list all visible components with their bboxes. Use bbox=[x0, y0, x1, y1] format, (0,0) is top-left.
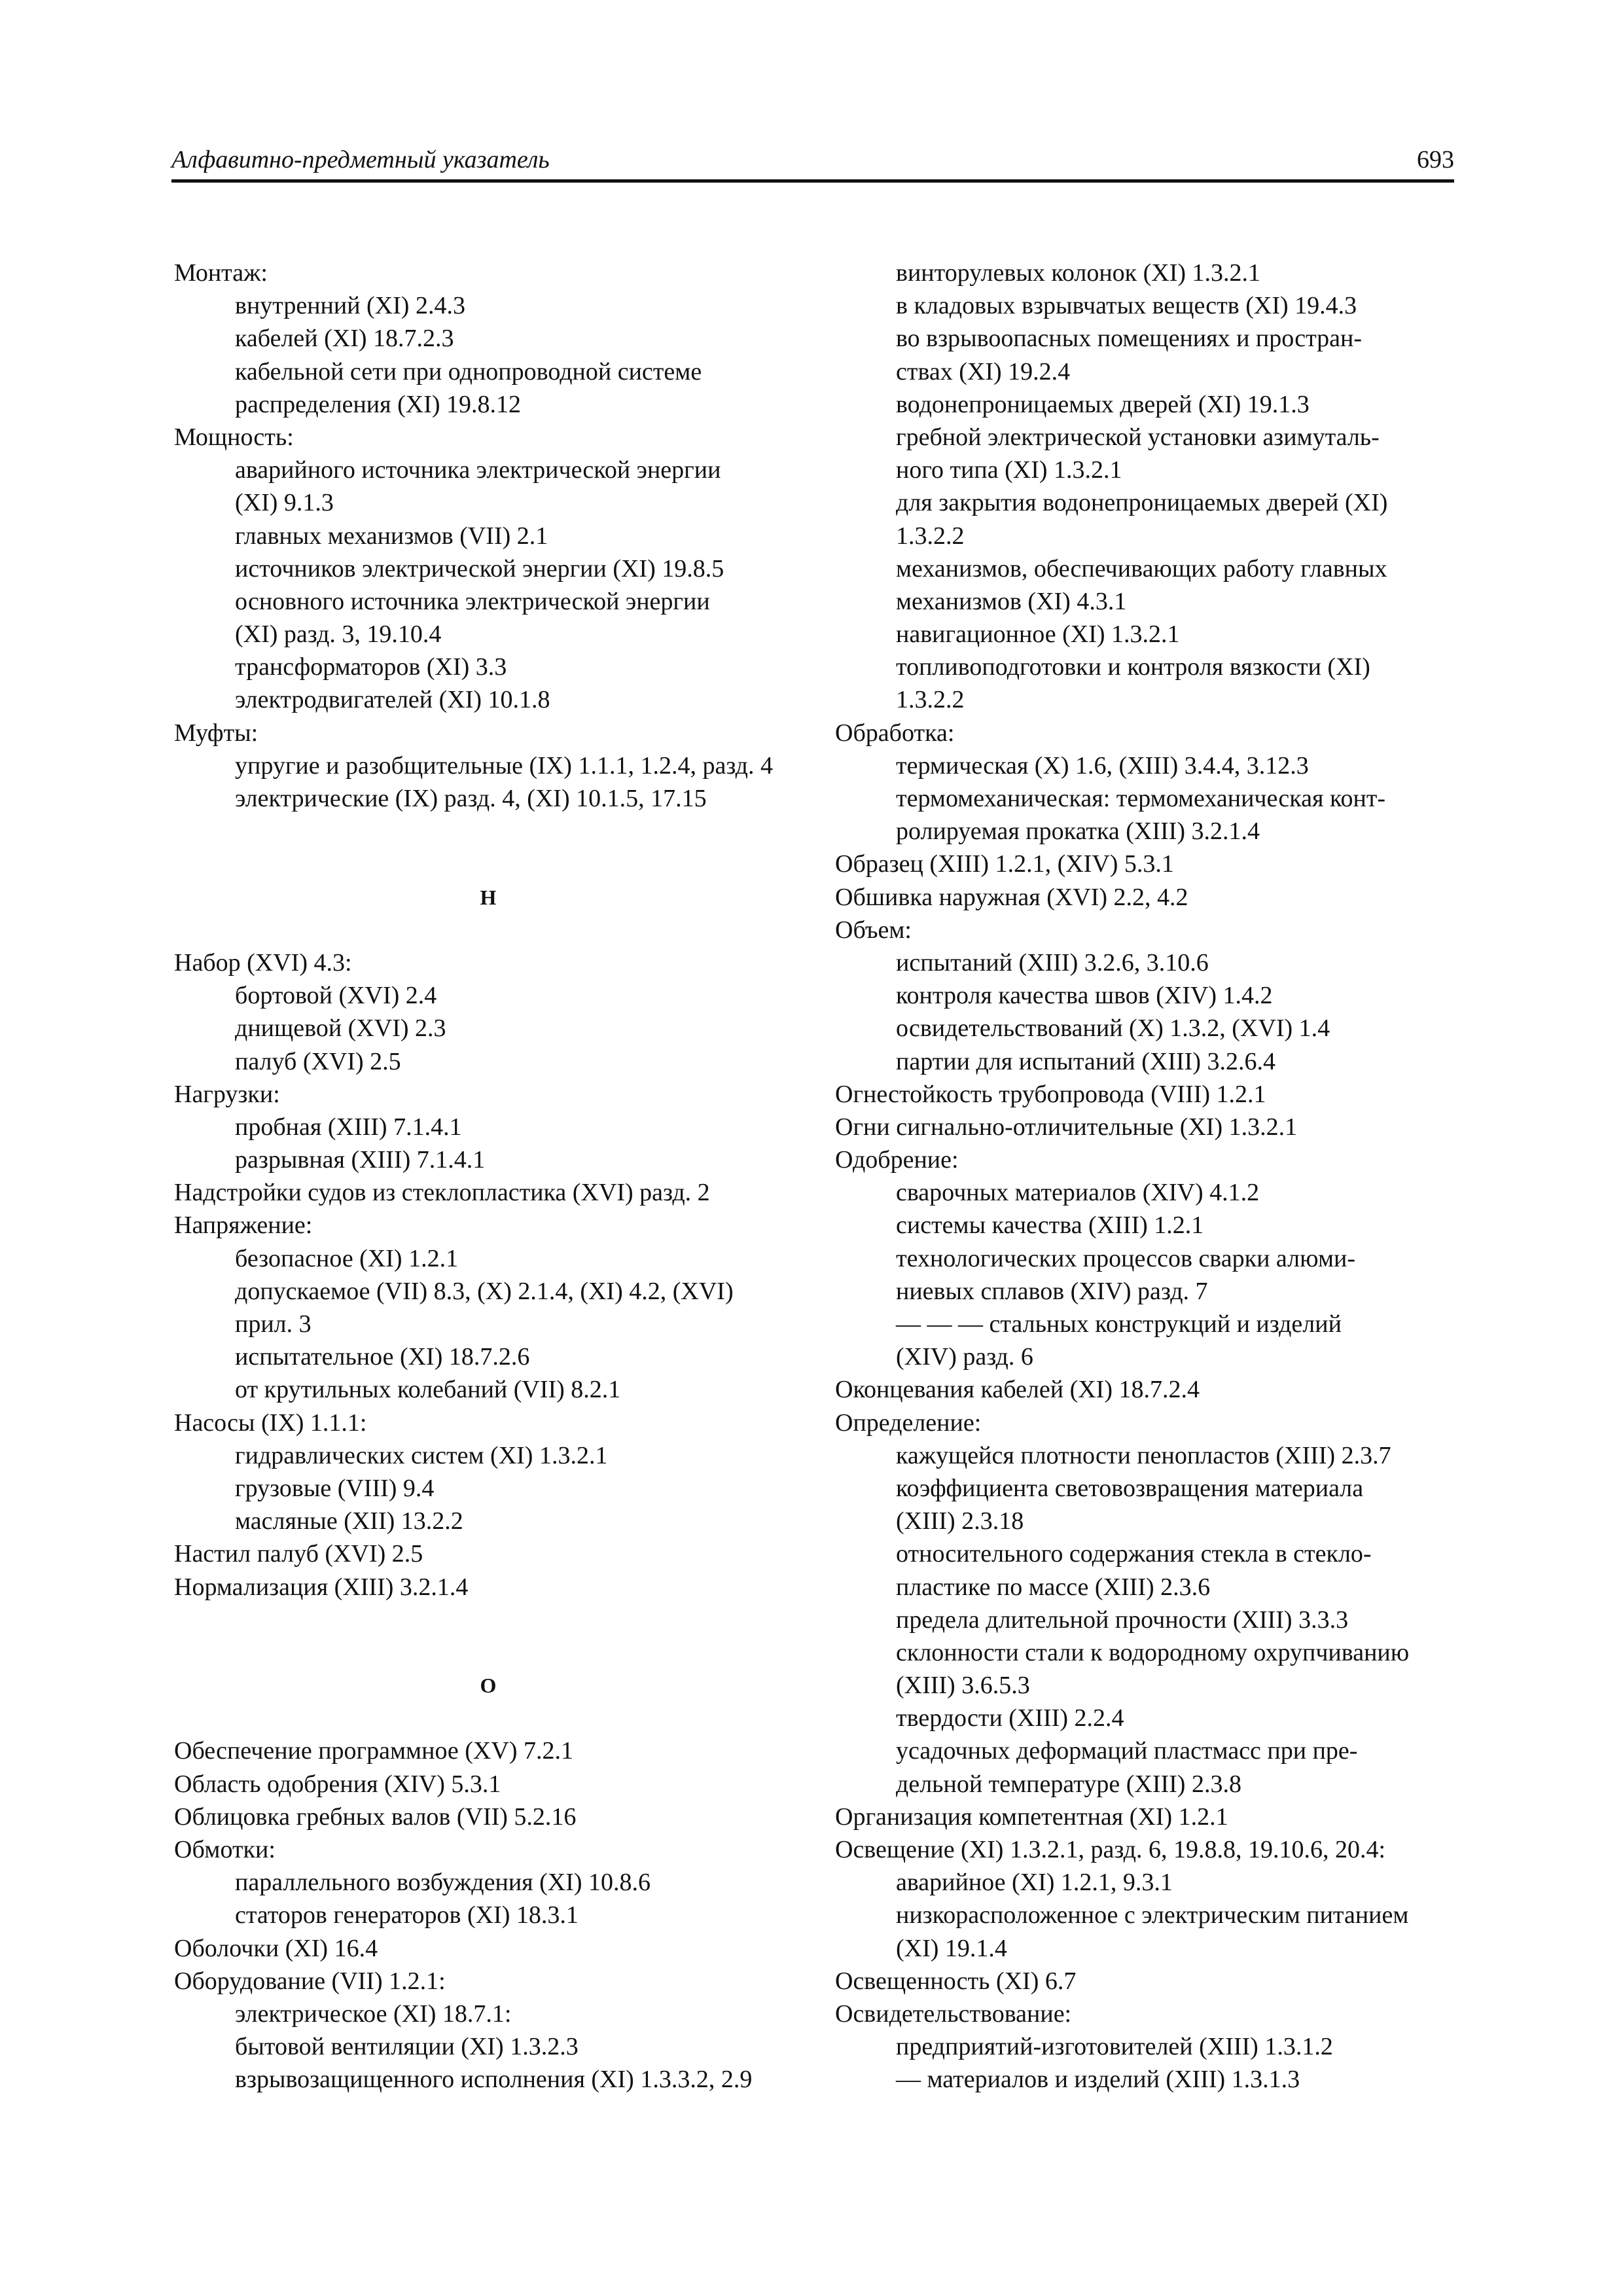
index-subentry: допускаемое (VII) 8.3, (X) 2.1.4, (XI) 4.2, (XVI) bbox=[235, 1277, 734, 1305]
index-subentry: усадочных деформаций пластмасс при пре- bbox=[896, 1737, 1358, 1765]
index-subentry: (XIII) 3.6.5.3 bbox=[896, 1672, 1030, 1700]
index-entry: Обработка: bbox=[835, 719, 955, 747]
index-subentry: масляные (XII) 13.2.2 bbox=[235, 1507, 463, 1535]
blank-line bbox=[174, 1702, 802, 1734]
index-column-left bbox=[174, 257, 802, 2096]
index-subentry: склонности стали к водородному охрупчиванию bbox=[896, 1638, 1410, 1666]
index-subentry: взрывозащищенного исполнения (XI) 1.3.3.2, 2.9 bbox=[235, 2066, 753, 2094]
index-entry: Обеспечение программное (XV) 7.2.1 bbox=[174, 1737, 573, 1765]
index-subentry: освидетельствований (X) 1.3.2, (XVI) 1.4 bbox=[896, 1014, 1330, 1043]
index-subentry: источников электрической энергии (XI) 19.8.5 bbox=[235, 554, 724, 583]
index-subentry: коэффициента световозвращения материала bbox=[896, 1474, 1364, 1502]
index-entry: Монтаж: bbox=[174, 259, 268, 287]
index-subentry: (XI) разд. 3, 19.10.4 bbox=[235, 620, 442, 649]
index-subentry: — материалов и изделий (XIII) 1.3.1.3 bbox=[896, 2066, 1300, 2094]
index-subentry: палуб (XVI) 2.5 bbox=[235, 1047, 401, 1075]
index-entry: Образец (XIII) 1.2.1, (XIV) 5.3.1 bbox=[835, 850, 1174, 878]
index-subentry: 1.3.2.2 bbox=[896, 686, 965, 714]
blank-line bbox=[174, 914, 802, 946]
index-entry: Освещение (XI) 1.3.2.1, разд. 6, 19.8.8, 19.10.6, 20.4: bbox=[835, 1836, 1386, 1863]
index-subentry: бытовой вентиляции (XI) 1.3.2.3 bbox=[235, 2033, 579, 2061]
index-subentry: гидравлических систем (XI) 1.3.2.1 bbox=[235, 1441, 608, 1469]
index-entry: Мощность: bbox=[174, 423, 294, 451]
index-subentry: сварочных материалов (XIV) 4.1.2 bbox=[896, 1179, 1260, 1207]
index-subentry: испытаний (XIII) 3.2.6, 3.10.6 bbox=[896, 948, 1209, 977]
index-subentry: (XIV) разд. 6 bbox=[896, 1343, 1033, 1371]
index-subentry: навигационное (XI) 1.3.2.1 bbox=[896, 620, 1180, 649]
index-entry: Огни сигнально-отличительные (XI) 1.3.2.1 bbox=[835, 1113, 1298, 1141]
running-header bbox=[171, 143, 1454, 183]
index-subentry: термическая (X) 1.6, (XIII) 3.4.4, 3.12.3 bbox=[896, 751, 1309, 780]
index-column-right bbox=[835, 257, 1457, 2096]
index-entry: Освещенность (XI) 6.7 bbox=[835, 1967, 1077, 1995]
page-number: 693 bbox=[1417, 146, 1454, 173]
index-subentry: в кладовых взрывчатых веществ (XI) 19.4.3 bbox=[896, 292, 1357, 320]
index-subentry: твердости (XIII) 2.2.4 bbox=[896, 1704, 1124, 1732]
index-subentry: термомеханическая: термомеханическая конт- bbox=[896, 785, 1386, 812]
index-entry: Освидетельствование: bbox=[835, 2000, 1072, 2028]
index-subentry: кабелей (XI) 18.7.2.3 bbox=[235, 325, 454, 353]
index-entry: Объем: bbox=[835, 916, 912, 944]
index-subentry: безопасное (XI) 1.2.1 bbox=[235, 1244, 459, 1272]
index-subentry: ного типа (XI) 1.3.2.1 bbox=[896, 456, 1122, 484]
section-letter: Н bbox=[480, 885, 497, 909]
index-subentry: топливоподготовки и контроля вязкости (XI) bbox=[896, 653, 1370, 681]
blank-line bbox=[174, 1636, 802, 1669]
index-subentry: кабельной сети при однопроводной системе bbox=[235, 357, 702, 386]
index-subentry: (XI) 19.1.4 bbox=[896, 1934, 1007, 1962]
index-entry: Набор (XVI) 4.3: bbox=[174, 948, 352, 977]
index-subentry: технологических процессов сварки алюми- bbox=[896, 1244, 1355, 1272]
index-subentry: ролируемая прокатка (XIII) 3.2.1.4 bbox=[896, 817, 1260, 846]
index-subentry: грузовые (VIII) 9.4 bbox=[235, 1474, 435, 1502]
section-letter: О bbox=[480, 1674, 497, 1698]
index-subentry: системы качества (XIII) 1.2.1 bbox=[896, 1211, 1204, 1240]
index-subentry: во взрывоопасных помещениях и простран- bbox=[896, 325, 1362, 353]
index-entry: Обшивка наружная (XVI) 2.2, 4.2 bbox=[835, 883, 1188, 911]
index-subentry: (XIII) 2.3.18 bbox=[896, 1507, 1024, 1535]
index-subentry: контроля качества швов (XIV) 1.4.2 bbox=[896, 982, 1273, 1010]
index-subentry: относительного содержания стекла в стекло- bbox=[896, 1540, 1372, 1568]
index-subentry: 1.3.2.2 bbox=[896, 522, 965, 550]
index-subentry: основного источника электрической энергии bbox=[235, 587, 710, 615]
index-subentry: дельной температуре (XIII) 2.3.8 bbox=[896, 1770, 1241, 1798]
index-subentry: от крутильных колебаний (VII) 8.2.1 bbox=[235, 1376, 621, 1404]
index-subentry: разрывная (XIII) 7.1.4.1 bbox=[235, 1146, 486, 1174]
index-entry: Оконцевания кабелей (XI) 18.7.2.4 bbox=[835, 1376, 1200, 1404]
index-subentry: предела длительной прочности (XIII) 3.3.3 bbox=[896, 1605, 1349, 1634]
index-subentry: гребной электрической установки азимуталь- bbox=[896, 423, 1380, 451]
index-subentry: партии для испытаний (XIII) 3.2.6.4 bbox=[896, 1047, 1275, 1075]
index-subentry: параллельного возбуждения (XI) 10.8.6 bbox=[235, 1869, 651, 1897]
index-subentry: аварийное (XI) 1.2.1, 9.3.1 bbox=[896, 1869, 1173, 1897]
index-subentry: водонепроницаемых дверей (XI) 19.1.3 bbox=[896, 390, 1310, 418]
index-subentry: (XI) 9.1.3 bbox=[235, 489, 334, 517]
index-subentry: для закрытия водонепроницаемых дверей (XI) bbox=[896, 489, 1388, 517]
index-subentry: упругие и разобщительные (IX) 1.1.1, 1.2.4, разд. 4 bbox=[235, 751, 773, 780]
index-subentry: механизмов, обеспечивающих работу главных bbox=[896, 554, 1387, 583]
index-subentry: главных механизмов (VII) 2.1 bbox=[235, 522, 548, 550]
index-subentry: пробная (XIII) 7.1.4.1 bbox=[235, 1113, 462, 1141]
blank-line bbox=[174, 848, 802, 880]
index-subentry: распределения (XI) 19.8.12 bbox=[235, 390, 522, 418]
blank-line bbox=[174, 815, 802, 848]
blank-line bbox=[174, 1604, 802, 1636]
index-subentry: аварийного источника электрической энергии bbox=[235, 456, 721, 484]
index-entry: Оборудование (VII) 1.2.1: bbox=[174, 1967, 446, 1995]
index-subentry: внутренний (XI) 2.4.3 bbox=[235, 292, 465, 320]
index-subentry: ниевых сплавов (XIV) разд. 7 bbox=[896, 1277, 1208, 1305]
index-subentry: пластике по массе (XIII) 2.3.6 bbox=[896, 1573, 1211, 1601]
index-entry: Надстройки судов из стеклопластика (XVI) разд. 2 bbox=[174, 1179, 710, 1207]
index-subentry: электродвигателей (XI) 10.1.8 bbox=[235, 686, 550, 714]
index-entry: Нормализация (XIII) 3.2.1.4 bbox=[174, 1573, 469, 1601]
index-subentry: винторулевых колонок (XI) 1.3.2.1 bbox=[896, 259, 1261, 287]
index-entry: Насосы (IX) 1.1.1: bbox=[174, 1408, 367, 1437]
index-entry: Одобрение: bbox=[835, 1146, 959, 1174]
index-entry: Определение: bbox=[835, 1408, 982, 1437]
index-entry: Настил палуб (XVI) 2.5 bbox=[174, 1540, 423, 1568]
index-subentry: электрические (IX) разд. 4, (XI) 10.1.5, 17.15 bbox=[235, 785, 707, 812]
index-subentry: низкорасположенное с электрическим питанием bbox=[896, 1901, 1409, 1929]
index-entry: Муфты: bbox=[174, 719, 259, 747]
index-entry: Напряжение: bbox=[174, 1211, 313, 1240]
index-subentry: испытательное (XI) 18.7.2.6 bbox=[235, 1343, 530, 1371]
index-subentry: ствах (XI) 19.2.4 bbox=[896, 357, 1071, 386]
index-entry: Организация компетентная (XI) 1.2.1 bbox=[835, 1803, 1228, 1831]
index-entry: Обмотки: bbox=[174, 1836, 276, 1863]
index-subentry: механизмов (XI) 4.3.1 bbox=[896, 587, 1127, 615]
index-subentry: статоров генераторов (XI) 18.3.1 bbox=[235, 1901, 579, 1929]
index-subentry: — — — стальных конструкций и изделий bbox=[896, 1310, 1342, 1338]
running-header-title: Алфавитно-предметный указатель bbox=[171, 146, 550, 173]
index-entry: Область одобрения (XIV) 5.3.1 bbox=[174, 1770, 501, 1798]
index-subentry: кажущейся плотности пенопластов (XIII) 2.3.7 bbox=[896, 1441, 1391, 1469]
index-entry: Облицовка гребных валов (VII) 5.2.16 bbox=[174, 1803, 577, 1831]
index-subentry: днищевой (XVI) 2.3 bbox=[235, 1014, 446, 1043]
index-entry: Огнестойкость трубопровода (VIII) 1.2.1 bbox=[835, 1080, 1266, 1108]
index-subentry: трансформаторов (XI) 3.3 bbox=[235, 653, 507, 681]
index-subentry: бортовой (XVI) 2.4 bbox=[235, 982, 437, 1010]
index-subentry: прил. 3 bbox=[235, 1310, 312, 1338]
index-subentry: предприятий-изготовителей (XIII) 1.3.1.2 bbox=[896, 2033, 1333, 2061]
index-subentry: электрическое (XI) 18.7.1: bbox=[235, 2000, 512, 2028]
index-entry: Оболочки (XI) 16.4 bbox=[174, 1934, 378, 1962]
index-entry: Нагрузки: bbox=[174, 1080, 280, 1108]
